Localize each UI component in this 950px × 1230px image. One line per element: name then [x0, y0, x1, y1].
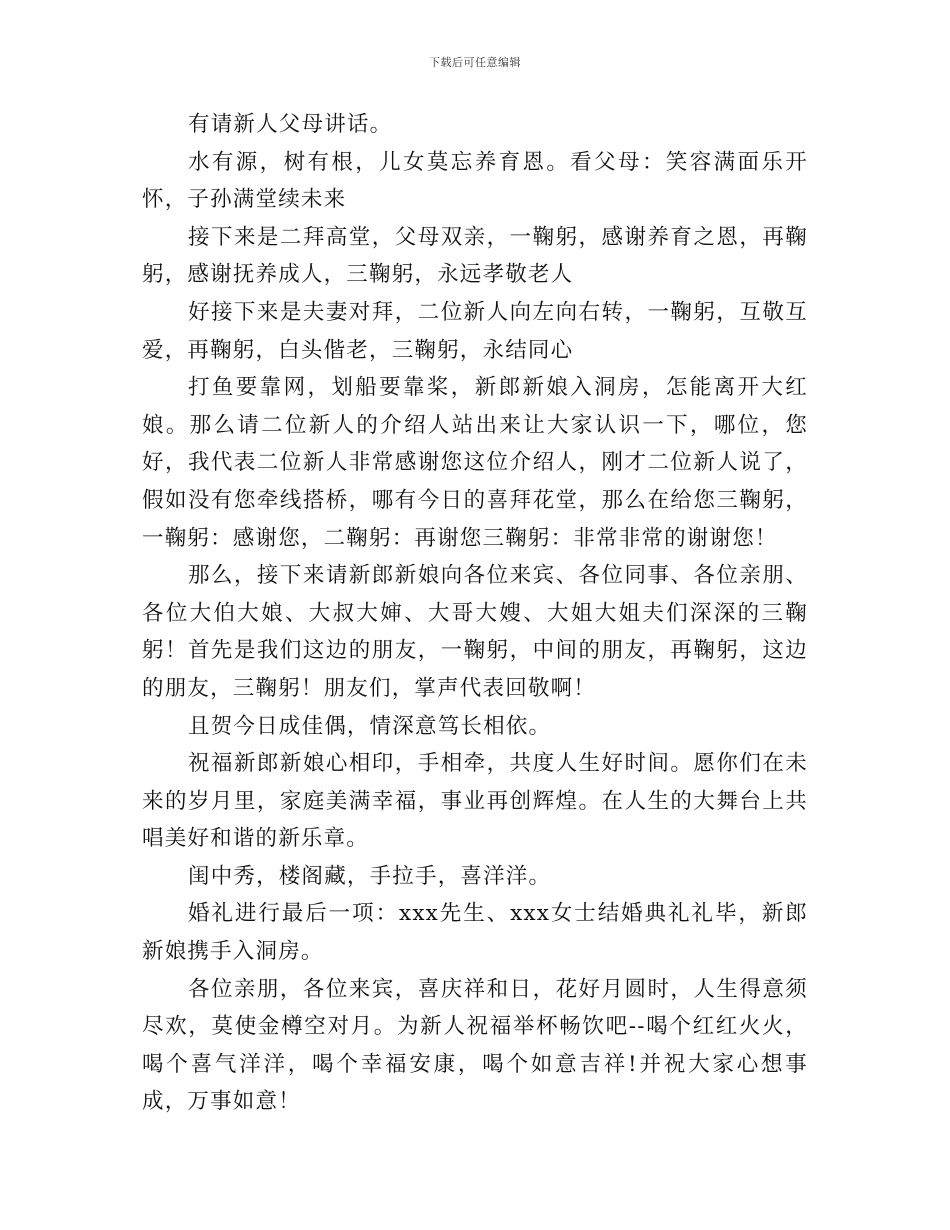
page-header-note: 下载后可任意编辑 [429, 56, 521, 69]
paragraph: 接下来是二拜高堂，父母双亲，一鞠躬，感谢养育之恩，再鞠躬，感谢抚养成人，三鞠躬，永远孝敬老人 [142, 224, 808, 288]
paragraph: 闺中秀，楼阁藏，手拉手，喜洋洋。 [188, 863, 552, 889]
paragraph: 各位亲朋，各位来宾，喜庆祥和日，花好月圆时，人生得意须尽欢，莫使金樽空对月。为新人祝福举杯畅饮吧--喝个红红火火，喝个喜气洋洋，喝个幸福安康，喝个如意吉祥!并祝大家心想事成，万事如意！ [142, 976, 808, 1115]
paragraph: 且贺今日成佳偶，情深意笃长相依。 [188, 713, 552, 739]
paragraph: 那么，接下来请新郎新娘向各位来宾、各位同事、各位亲朋、各位大伯大娘、大叔大婶、大哥大嫂、大姐大姐夫们深深的三鞠躬！首先是我们这边的朋友，一鞠躬，中间的朋友，再鞠躬，这边的朋友，三鞠躬！朋友们，掌声代表回敬啊！ [142, 563, 808, 701]
paragraph: 有请新人父母讲话。 [188, 112, 393, 137]
paragraph: 祝福新郎新娘心相印，手相牵，共度人生好时间。愿你们在未来的岁月里，家庭美满幸福，事业再创辉煌。在人生的大舞台上共唱美好和谐的新乐章。 [142, 751, 808, 852]
paragraph: 打鱼要靠网，划船要靠桨，新郎新娘入洞房，怎能离开大红娘。那么请二位新人的介绍人站出来让大家认识一下，哪位，您好，我代表二位新人非常感谢您这位介绍人，刚才二位新人说了，假如没有您牵线搭桥，哪有今日的喜拜花堂，那么在给您三鞠躬，一鞠躬：感谢您，二鞠躬：再谢您三鞠躬：非常非常的谢谢您！ [142, 375, 808, 551]
paragraph: 水有源，树有根，儿女莫忘养育恩。看父母：笑容满面乐开怀，子孙满堂续未来 [142, 149, 808, 213]
document-body [142, 106, 808, 1121]
paragraph: 婚礼进行最后一项：xxx先生、xxx女士结婚典礼礼毕，新郎新娘携手入洞房。 [142, 901, 808, 965]
paragraph: 好接下来是夫妻对拜，二位新人向左向右转，一鞠躬，互敬互爱，再鞠躬，白头偕老，三鞠躬，永结同心 [142, 299, 808, 363]
